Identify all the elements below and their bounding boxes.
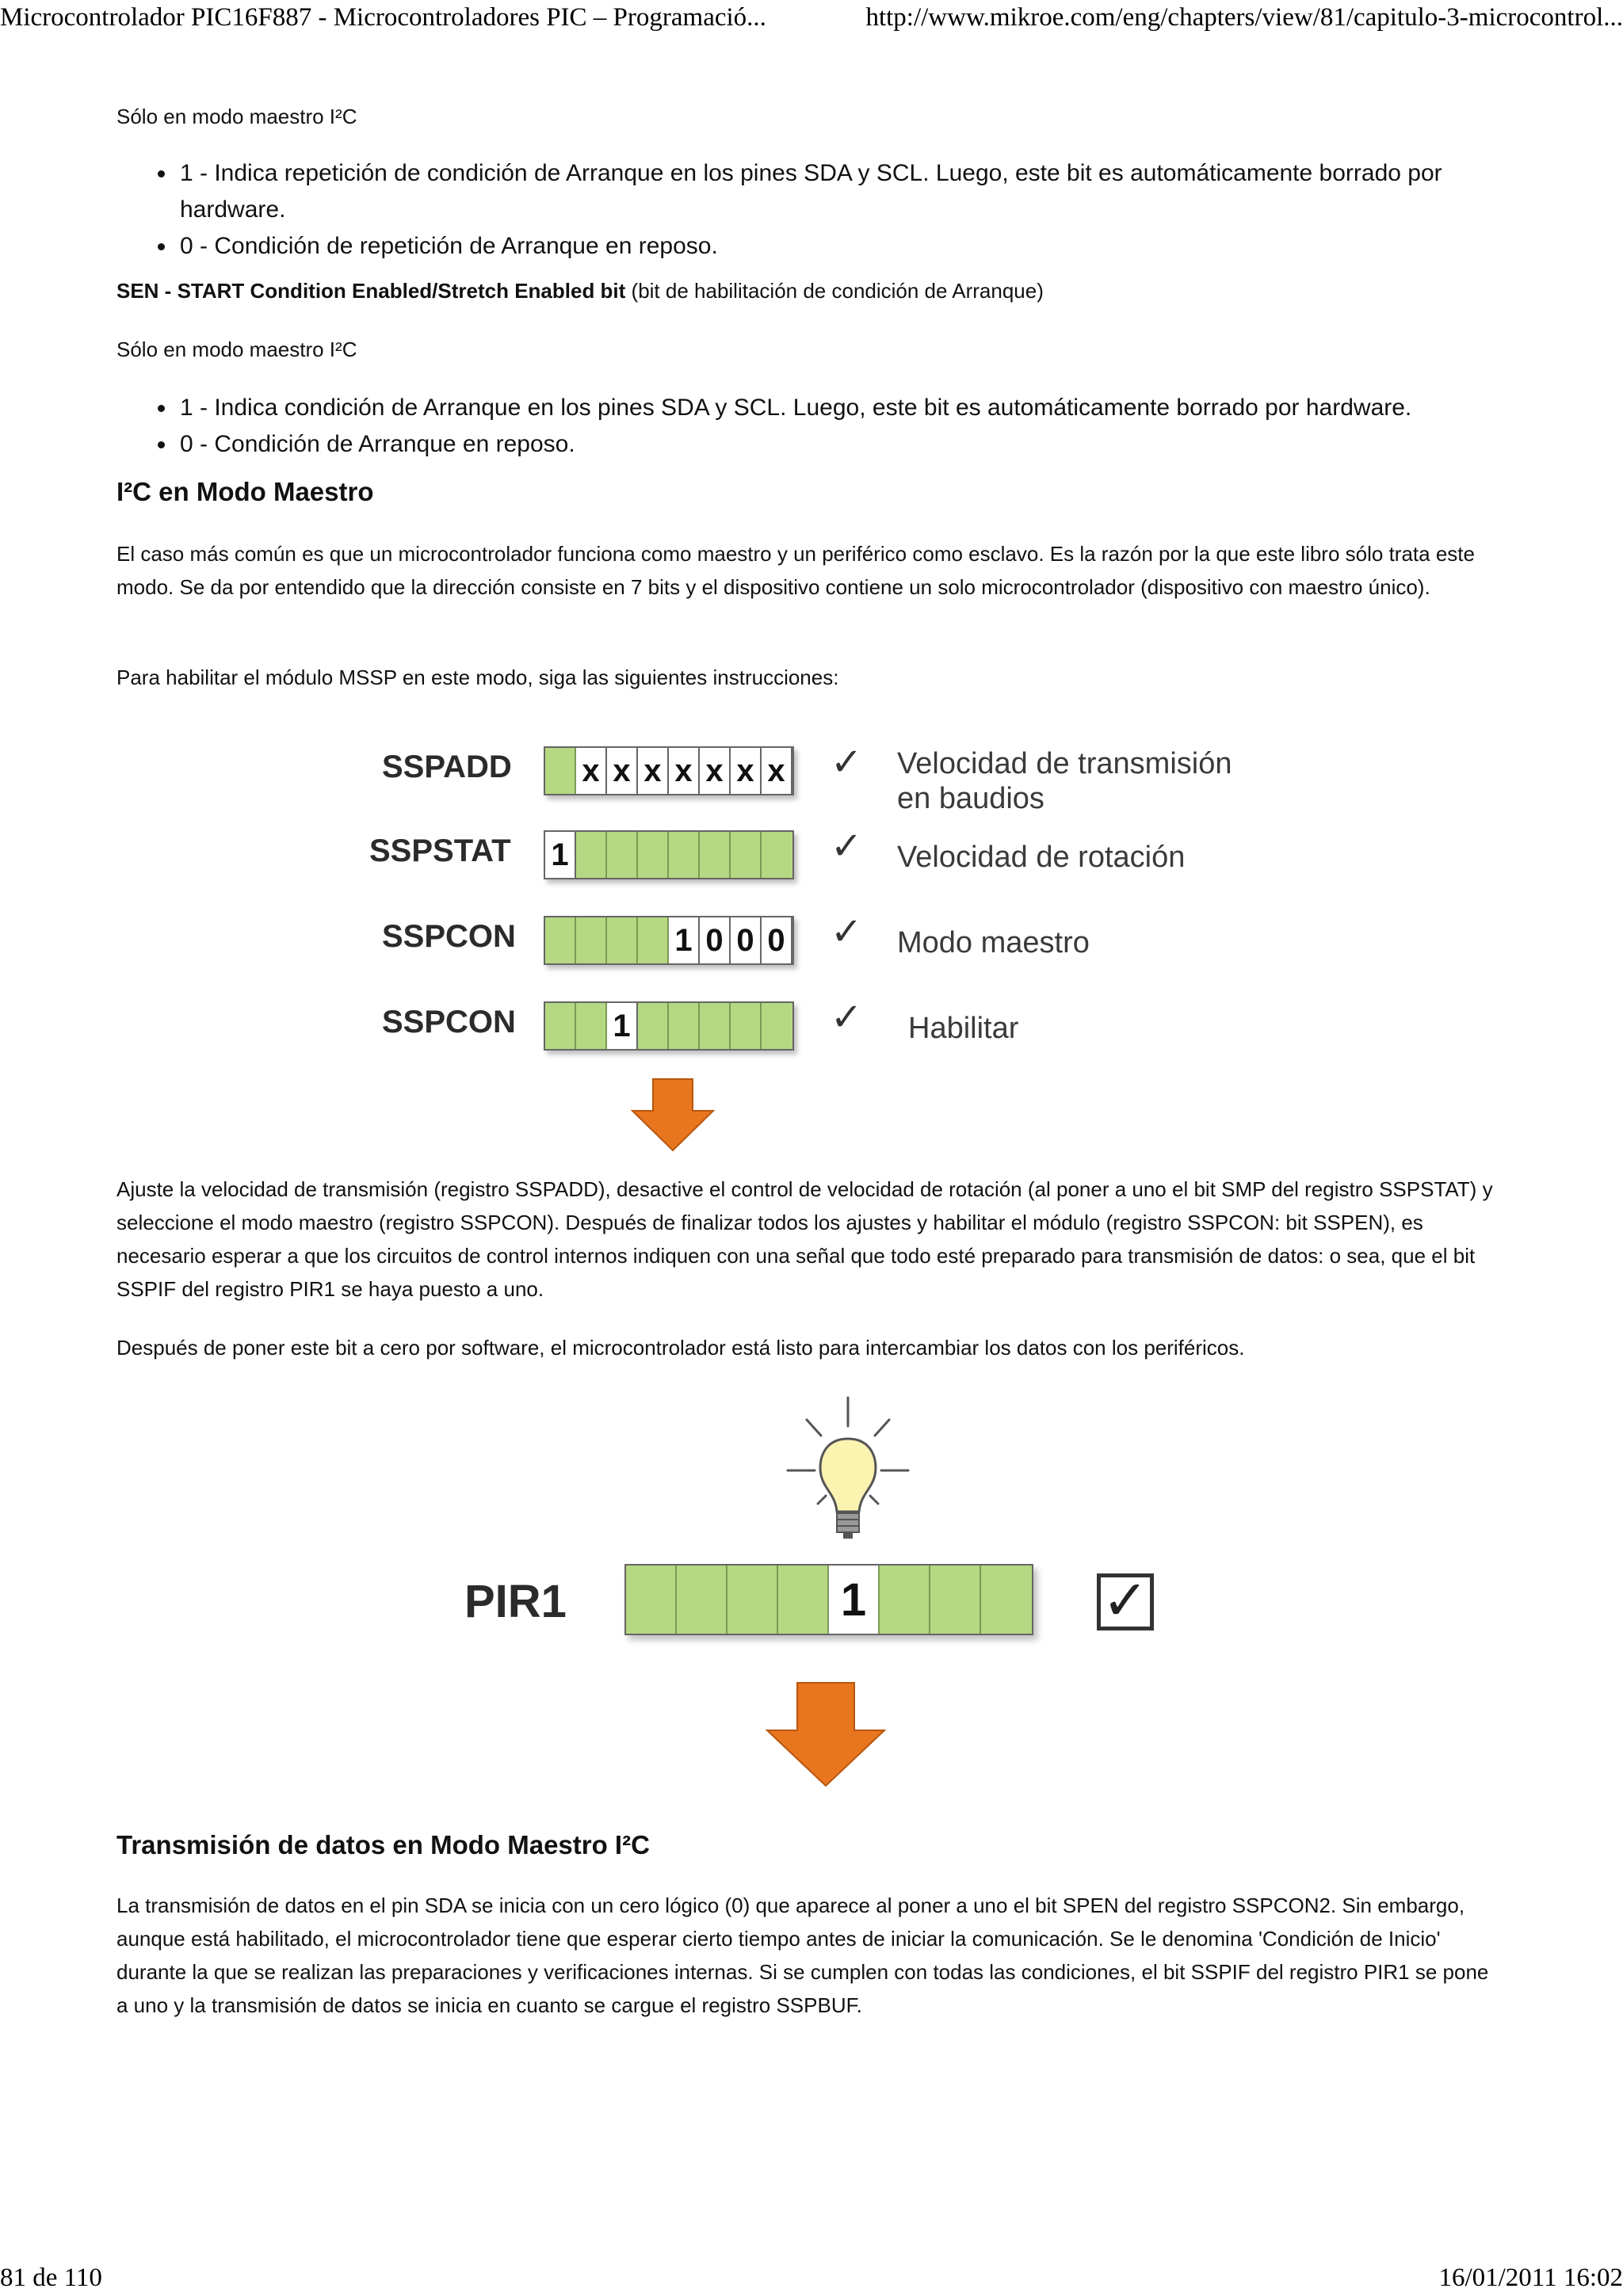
master-p1-wrap <box>116 537 1499 604</box>
master-p3-wrap <box>116 1173 1499 1306</box>
register-bits <box>544 916 794 965</box>
mode-note: Sólo en modo maestro I²C <box>116 338 357 361</box>
sen-title <box>116 274 1499 307</box>
bit-cell <box>762 832 792 878</box>
register-name: PIR1 <box>464 1576 567 1627</box>
pir1-diagram <box>444 1394 1205 1806</box>
rsen-bullets <box>116 155 1499 265</box>
checkbox-icon: ✓ <box>1097 1573 1154 1630</box>
print-timestamp: 16/01/2011 16:02 <box>1438 2264 1623 2292</box>
description-line: en baudios <box>897 782 1044 815</box>
bit-cell <box>669 832 700 878</box>
bit-cell <box>626 1566 677 1634</box>
transmission-heading-wrap <box>116 1830 1499 1860</box>
bit-cell <box>731 832 762 878</box>
bit-cell <box>545 1003 576 1049</box>
list-item: 0 - Condición de Arranque en reposo. <box>116 426 1499 463</box>
register-bits <box>544 830 794 879</box>
bit-cell <box>576 917 607 963</box>
bit-cell <box>545 917 576 963</box>
bit-cell <box>731 1003 762 1049</box>
list-item: 1 - Indica condición de Arranque en los pines SDA y SCL. Luego, este bit es automáticamente borrado por hardware. <box>116 390 1499 426</box>
mssp-setup-diagram <box>349 729 1284 1157</box>
check-icon: ✓ <box>831 742 863 784</box>
check-icon: ✓ <box>831 911 863 953</box>
browser-header-url: http://www.mikroe.com/eng/chapters/view/81/capitulo-3-microcontrol... <box>865 3 1623 32</box>
bit-cell: 0 <box>762 917 792 963</box>
bit-cell <box>607 832 638 878</box>
master-p2-wrap <box>116 661 1499 694</box>
bit-cell: 1 <box>669 917 700 963</box>
description-line: Velocidad de rotación <box>897 841 1186 874</box>
transmission-p1-wrap <box>116 1889 1499 2022</box>
check-icon: ✓ <box>831 826 863 868</box>
paragraph: Después de poner este bit a cero por software, el microcontrolador está listo para intercambiar los datos con los periféricos. <box>116 1336 1245 1360</box>
register-description <box>897 925 1090 960</box>
description-line: Modo maestro <box>897 926 1090 959</box>
check-icon: ✓ <box>831 997 863 1039</box>
paragraph: Para habilitar el módulo MSSP en este modo, siga las siguientes instrucciones: <box>116 666 839 689</box>
bit-cell <box>778 1566 829 1634</box>
mode-note: Sólo en modo maestro I²C <box>116 105 357 128</box>
sen-title-bold: SEN - START Condition Enabled/Stretch Enabled bit <box>116 279 626 303</box>
bit-cell <box>638 917 669 963</box>
bit-cell <box>638 1003 669 1049</box>
register-name: SSPCON <box>382 919 516 954</box>
bit-cell <box>700 1003 731 1049</box>
bit-cell: x <box>669 748 700 794</box>
description-line: Habilitar <box>908 1012 1019 1045</box>
register-bits <box>544 746 794 795</box>
bit-cell: 1 <box>607 1003 638 1049</box>
register-name: SSPADD <box>382 749 512 784</box>
section-rsen <box>116 100 1499 133</box>
bit-cell: x <box>762 748 792 794</box>
down-arrow-icon <box>762 1681 889 1789</box>
bit-cell <box>607 917 638 963</box>
down-arrow-icon <box>629 1077 716 1154</box>
bit-cell <box>638 832 669 878</box>
bit-cell: x <box>576 748 607 794</box>
bit-cell <box>576 832 607 878</box>
list-item: 0 - Condición de repetición de Arranque en reposo. <box>116 228 1499 265</box>
register-bits <box>544 1001 794 1051</box>
register-name: SSPCON <box>382 1005 516 1039</box>
bit-cell <box>545 748 576 794</box>
sen-bullets <box>116 390 1499 463</box>
paragraph: Ajuste la velocidad de transmisión (registro SSPADD), desactive el control de velocidad de rotación (al poner a uno el bit SMP del registro SSPSTAT) y seleccione el modo maestro (registro SSPCON). Después de finalizar todos los ajustes y habilitar el módulo (registro SSPCON: bit SSPEN), es necesario esperar a que los circuitos de control internos indiquen con una señal que todo esté preparado para transmisión de datos: o sea, que el bit SSPIF del registro PIR1 se haya puesto a uno. <box>116 1177 1493 1301</box>
bit-cell <box>677 1566 727 1634</box>
bit-cell: x <box>638 748 669 794</box>
register-name: SSPSTAT <box>369 833 511 868</box>
bit-cell <box>700 832 731 878</box>
page-count: 81 de 110 <box>0 2264 102 2292</box>
description-line: Velocidad de transmisión <box>897 747 1232 780</box>
bit-cell <box>880 1566 930 1634</box>
bit-cell: 0 <box>700 917 731 963</box>
bit-cell <box>576 1003 607 1049</box>
bit-cell: 1 <box>545 832 576 878</box>
register-bits <box>624 1564 1033 1635</box>
master-p4-wrap <box>116 1331 1499 1364</box>
register-description <box>897 746 1232 816</box>
bit-cell <box>981 1566 1032 1634</box>
register-description <box>897 840 1185 875</box>
bit-cell <box>669 1003 700 1049</box>
bit-cell: x <box>607 748 638 794</box>
sen-title-rest: (bit de habilitación de condición de Arranque) <box>625 279 1044 303</box>
paragraph: El caso más común es que un microcontrolador funciona como maestro y un periférico como esclavo. Es la razón por la que este libro sólo trata este modo. Se da por entendido que la dirección consiste en 7 bits y el dispositivo contiene un solo microcontrolador (dispositivo con maestro único). <box>116 542 1475 599</box>
bit-cell: x <box>700 748 731 794</box>
register-description <box>908 1011 1018 1046</box>
paragraph: La transmisión de datos en el pin SDA se inicia con un cero lógico (0) que aparece al poner a uno el bit SPEN del registro SSPCON2. Sin embargo, aunque está habilitado, el microcontrolador tiene que esperar cierto tiempo antes de iniciar la comunicación. Se le denomina 'Condición de Inicio' durante la que se realizan las preparaciones y verificaciones internas. Si se cumplen con todas las condiciones, el bit SSPIF del registro PIR1 se pone a uno y la transmisión de datos se inicia en cuanto se cargue el registro SSPBUF. <box>116 1894 1489 2017</box>
bit-cell: x <box>731 748 762 794</box>
lightbulb-icon <box>777 1394 919 1553</box>
bit-cell: 1 <box>829 1566 880 1634</box>
browser-header-title: Microcontrolador PIC16F887 - Microcontroladores PIC – Programació... <box>0 3 766 32</box>
bit-cell: 0 <box>731 917 762 963</box>
section-heading: Transmisión de datos en Modo Maestro I²C <box>116 1830 650 1859</box>
bit-cell <box>762 1003 792 1049</box>
bit-cell <box>930 1566 981 1634</box>
section-sen <box>116 333 1499 366</box>
master-heading-wrap <box>116 477 1499 507</box>
section-heading: I²C en Modo Maestro <box>116 477 374 506</box>
list-item: 1 - Indica repetición de condición de Arranque en los pines SDA y SCL. Luego, este bit es automáticamente borrado por hardware. <box>116 155 1499 228</box>
bit-cell <box>727 1566 778 1634</box>
